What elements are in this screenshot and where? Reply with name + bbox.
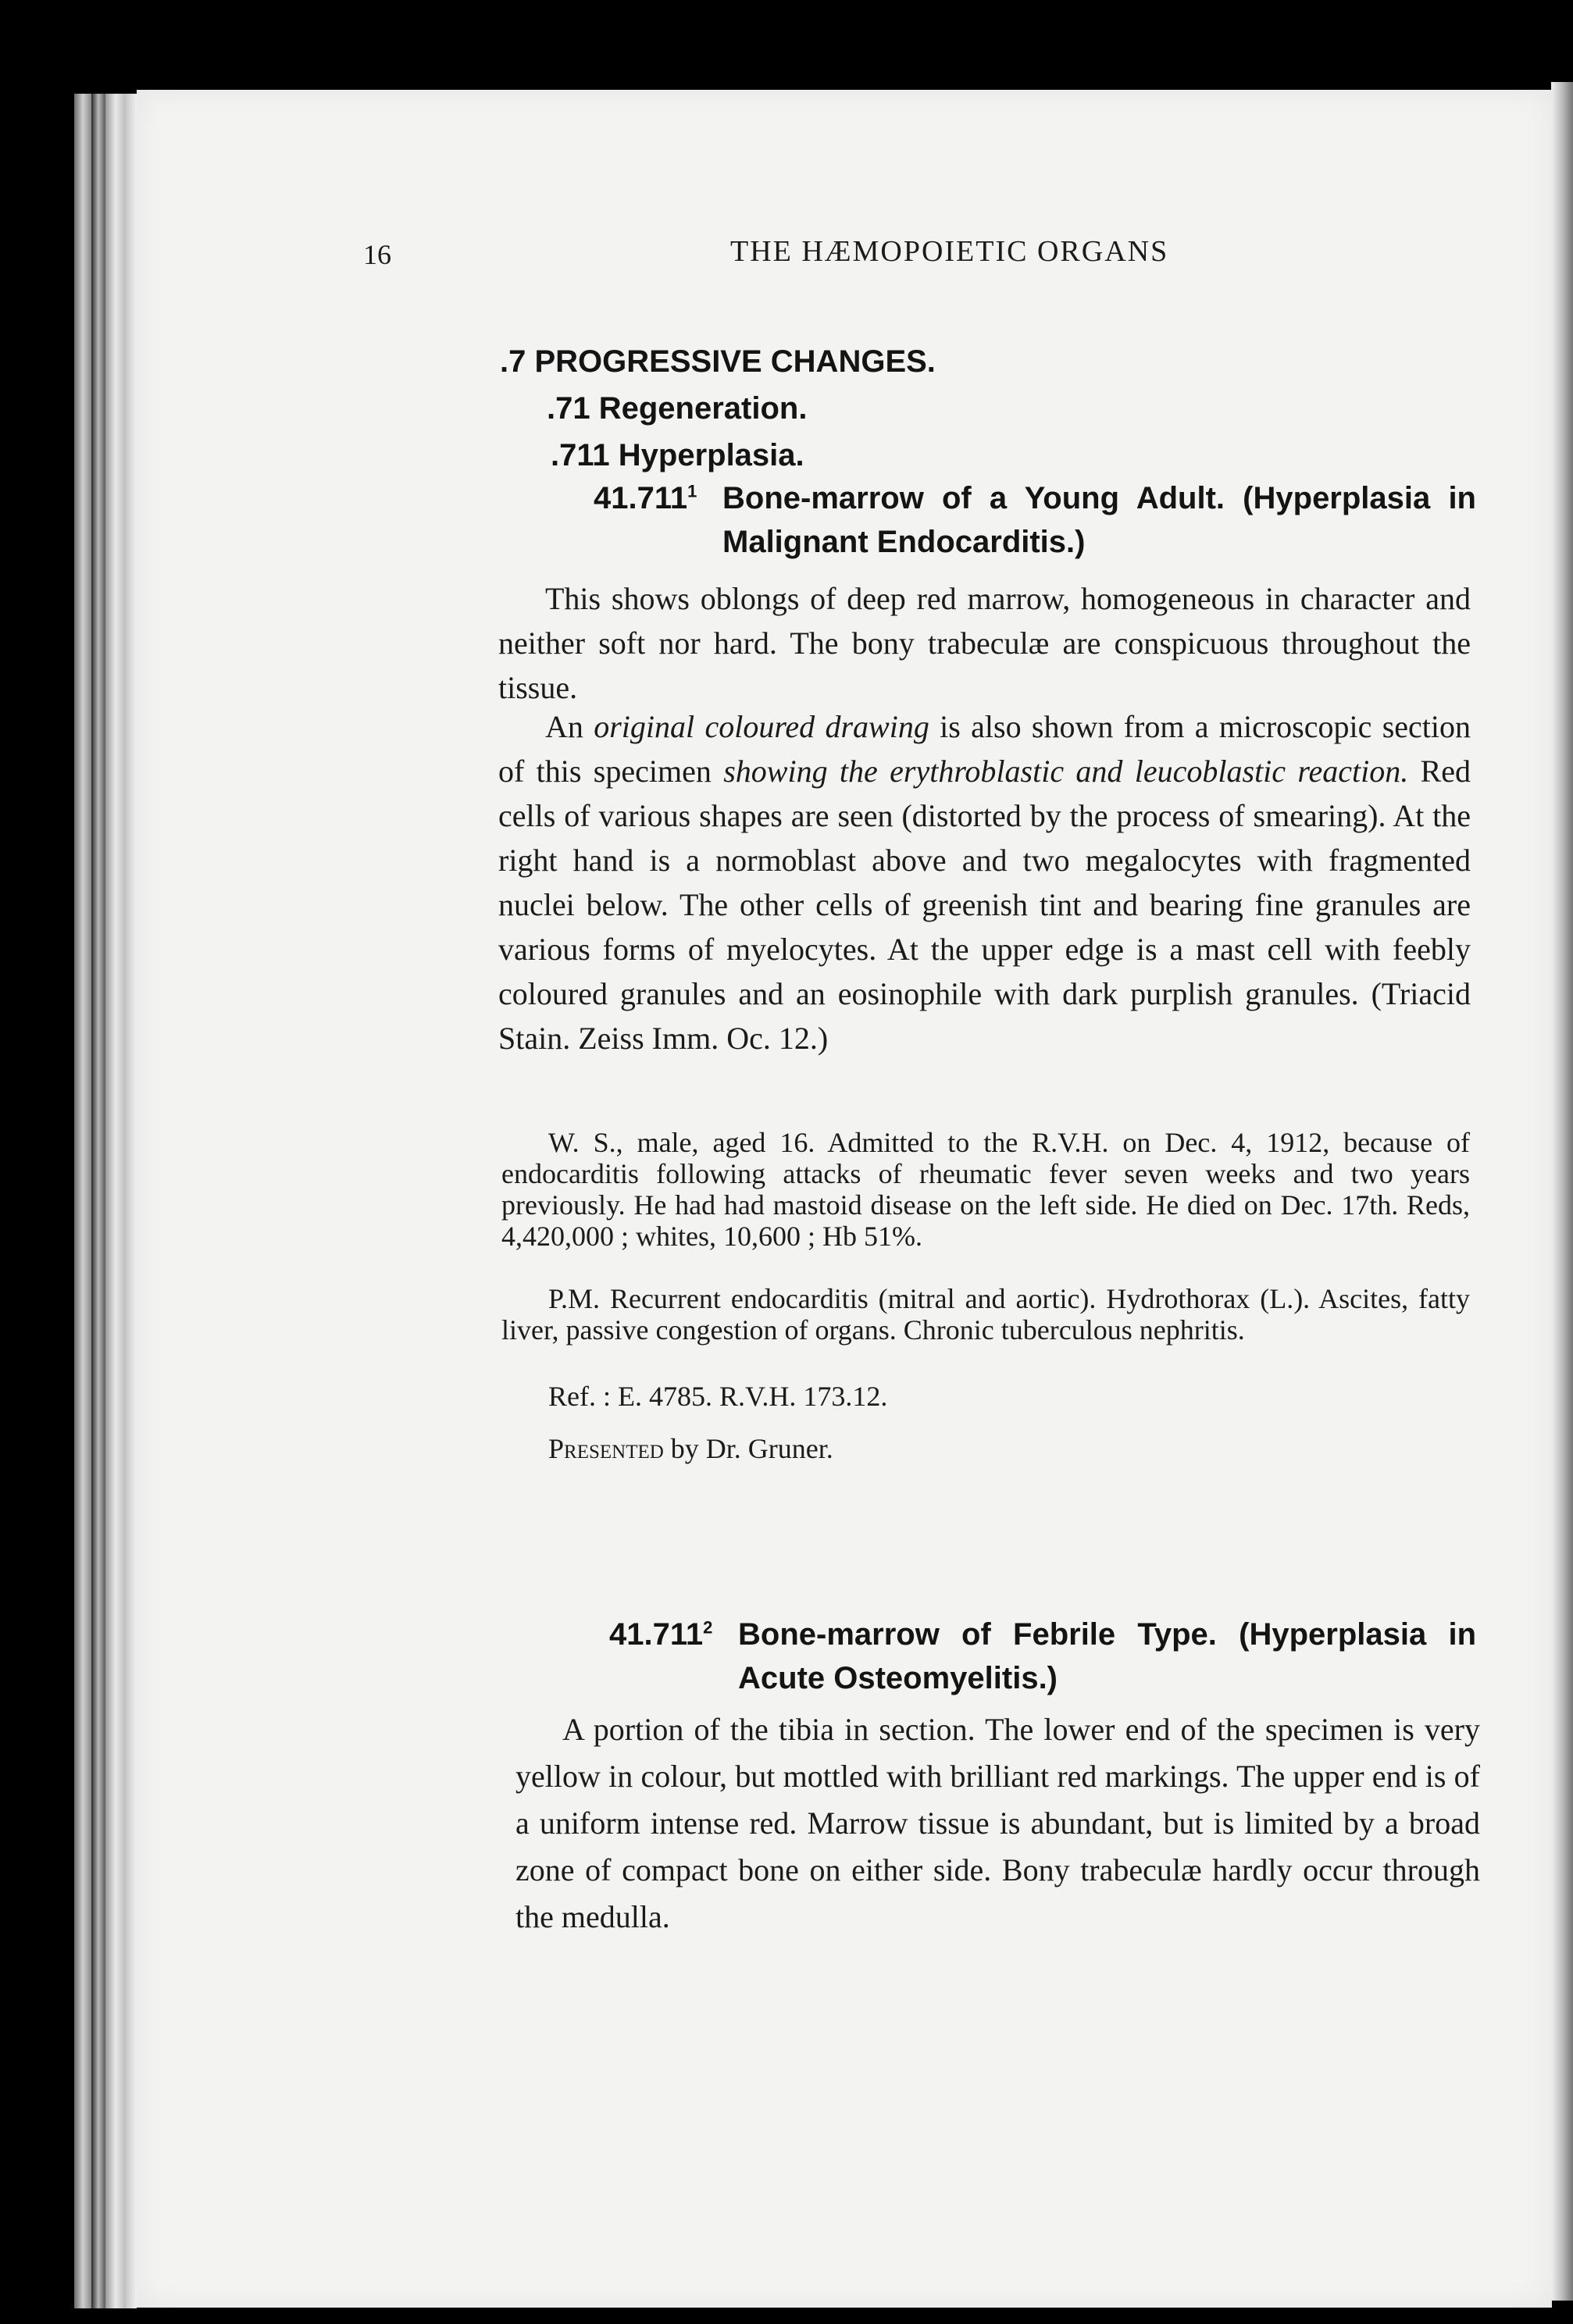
- page-edge: [105, 94, 126, 2308]
- specimen-heading: [609, 1613, 1476, 1700]
- page-edge: [74, 94, 91, 2308]
- reference-line: Ref. : E. 4785. R.V.H. 173.12.: [548, 1381, 888, 1412]
- specimen-heading: [594, 476, 1476, 564]
- drawing-paragraph: An original coloured drawing is also shown from a microscopic section of this specimen showing the erythroblastic and leucoblastic reaction. Red cells of various shapes are seen (distorted by the process of smearing). At the right hand is a normoblast above and two megalocytes with fragmented nuclei below. The other cells of greenish tint and bearing fine granules are various forms of myelocytes. At the upper edge is a mast cell with feebly coloured granules and an eosinophile with dark purplish granules. (Triacid Stain. Zeiss Imm. Oc. 12.): [498, 709, 1471, 1056]
- section-heading: .7 PROGRESSIVE CHANGES.: [500, 344, 936, 379]
- description-paragraph: A portion of the tibia in section. The lower end of the specimen is very yellow in colour, but mottled with brilliant red markings. The upper end is of a uniform intense red. Marrow tissue is abundant, but is limited by a broad zone of compact bone on either side. Bony trabeculæ hardly occur through the medulla.: [515, 1712, 1480, 1934]
- page-number: 16: [363, 239, 391, 270]
- post-mortem-note: P.M. Recurrent endocarditis (mitral and aortic). Hydrothorax (L.). Ascites, fatty liver, passive congestion of organs. Chronic tuberculous nephritis.: [501, 1283, 1470, 1346]
- specimen-title: Bone-marrow of a Young Adult. (Hyperplasia in Malignant Endocarditis.): [722, 481, 1476, 559]
- running-title: THE HÆMOPOIETIC ORGANS: [730, 235, 1169, 268]
- specimen-title: Bone-marrow of Febrile Type. (Hyperplasia in Acute Osteomyelitis.): [738, 1617, 1476, 1695]
- page-edge-right: [1551, 82, 1573, 2301]
- presented-by-line: Presented by Dr. Gruner.: [548, 1433, 833, 1464]
- subsubsection-heading: .711 Hyperplasia.: [551, 438, 804, 472]
- page-edge: [91, 94, 105, 2308]
- description-paragraph: This shows oblongs of deep red marrow, homogeneous in character and neither soft nor hard. The bony trabeculæ are conspicuous throughout the tissue.: [498, 581, 1471, 705]
- specimen-number: 41.711$^2$: [609, 1617, 713, 1652]
- specimen-number: 41.711$^1$: [594, 481, 697, 515]
- case-history: W. S., male, aged 16. Admitted to the R.V.H. on Dec. 4, 1912, because of endocarditis following attacks of rheumatic fever seven weeks and two years previously. He had had mastoid disease on the left side. He died on Dec. 17th. Reds, 4,420,000 ; whites, 10,600 ; Hb 51%.: [501, 1127, 1470, 1252]
- subsection-heading: .71 Regeneration.: [547, 391, 808, 426]
- page-edge: [126, 94, 137, 2308]
